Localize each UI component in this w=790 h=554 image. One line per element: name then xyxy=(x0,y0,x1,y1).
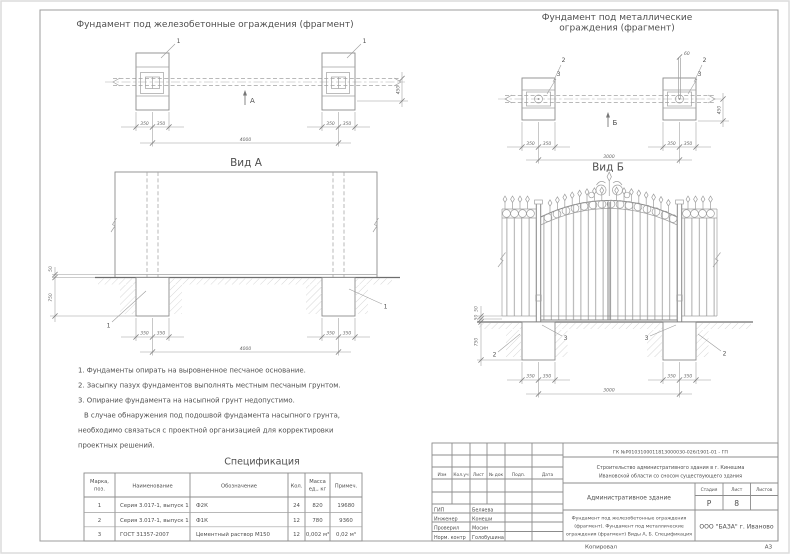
spec-header-mass-1: Масса xyxy=(309,479,326,485)
spec-header-qty: Кол. xyxy=(290,483,303,490)
plan-metal-title-1: Фундамент под металлические xyxy=(541,13,693,23)
dim-350: 350 xyxy=(667,374,676,380)
section-mark-a: А xyxy=(250,97,255,105)
dim-3000: 3000 xyxy=(603,388,615,394)
spec-cell-mark: 2 xyxy=(97,517,102,524)
dim-350: 350 xyxy=(342,331,352,337)
dim-350: 350 xyxy=(683,142,693,147)
callout-1: 1 xyxy=(383,303,388,311)
callout-3: 3 xyxy=(697,71,702,78)
spec-header-designation: Обозначение xyxy=(221,483,257,490)
callout-1: 1 xyxy=(362,38,367,45)
staff-role: Проверил xyxy=(434,525,460,532)
callout-1: 1 xyxy=(176,38,181,45)
callout-2: 2 xyxy=(702,57,707,64)
dim-4000: 4000 xyxy=(239,347,252,352)
dim-350: 350 xyxy=(542,374,552,380)
dim-3000: 3000 xyxy=(603,155,615,160)
spec-cell-name: Серия 3.017-1, выпуск 1 xyxy=(120,503,189,509)
dim-350: 350 xyxy=(140,331,149,337)
staff-role: ГИП xyxy=(434,507,445,514)
plan-concrete-title: Фундамент под железобетонные ограждения (фрагмент) xyxy=(76,20,354,30)
dim-350: 350 xyxy=(526,142,535,147)
section-mark-b: Б xyxy=(612,119,618,127)
sheet-title-line-2: (фрагмент). Фундамент под металлические xyxy=(574,524,684,530)
spec-cell-qty: 12 xyxy=(293,532,300,538)
spec-cell-qty: 12 xyxy=(293,517,300,524)
dim-450: 450 xyxy=(396,85,402,95)
spec-header-name: Наименование xyxy=(132,483,173,490)
dim-350: 350 xyxy=(683,374,693,380)
staff-name: Беляева xyxy=(472,507,494,514)
callout-2: 2 xyxy=(561,57,566,64)
spec-cell-mark: 1 xyxy=(97,503,102,509)
doc-number: ГК №Р0103100011813000030-026/1901-01 - ГП xyxy=(613,450,728,456)
spec-cell-mark: 3 xyxy=(97,532,102,538)
spec-cell-mass: 780 xyxy=(312,517,323,524)
dim-350: 350 xyxy=(156,331,166,337)
spec-cell-designation: Цементный раствор М150 xyxy=(196,532,270,538)
spec-header-mark-2: поз. xyxy=(94,486,105,493)
dim-350: 350 xyxy=(542,142,552,147)
dim-350: 350 xyxy=(342,122,352,127)
note-line-1: 1. Фундаменты опирать на выровненное песчаное основание. xyxy=(78,366,306,375)
dim-750: 750 xyxy=(474,337,480,347)
dim-350: 350 xyxy=(667,142,676,147)
dim-60: 60 xyxy=(684,52,690,57)
staff-role: Инженер xyxy=(434,516,458,523)
dim-350: 350 xyxy=(326,331,335,337)
staff-name: Голобушина xyxy=(472,534,504,541)
rev-header-podp: Подп. xyxy=(511,473,526,478)
organization-name: ООО "БАЗА" г. Иваново xyxy=(699,523,774,531)
spec-header-note: Примеч. xyxy=(334,483,358,490)
object-name: Административное здание xyxy=(587,495,671,502)
stage-value: Р xyxy=(706,499,712,508)
staff-name: Конеши xyxy=(472,516,493,523)
sheets-header: Листов xyxy=(755,488,773,493)
spec-cell-qty: 24 xyxy=(293,503,300,509)
specification-title: Спецификация xyxy=(224,456,300,468)
callout-3: 3 xyxy=(556,71,561,78)
spec-cell-name: Серия 3.017-1, выпуск 1 xyxy=(120,517,189,524)
spec-cell-mass: 0,002 м³ xyxy=(305,532,330,538)
dim-450: 450 xyxy=(717,105,723,115)
dim-50: 50 xyxy=(49,266,54,272)
spec-cell-note: 0,02 м³ xyxy=(336,532,356,538)
sheet-number-value: 8 xyxy=(734,499,740,508)
spec-cell-name: ГОСТ 31357-2007 xyxy=(120,532,170,538)
stage-header: Стадия xyxy=(700,488,718,493)
spec-row-3 xyxy=(98,531,356,538)
dim-4000: 4000 xyxy=(239,138,252,143)
format-label: А3 xyxy=(764,544,773,551)
dim-350: 350 xyxy=(526,374,535,380)
view-b-title: Вид Б xyxy=(592,161,624,174)
callout-2: 2 xyxy=(722,350,727,358)
note-line-4: В случае обнаружения под подошвой фундамента насыпного грунта, xyxy=(84,411,340,420)
dim-350: 350 xyxy=(156,122,166,127)
sheet-title-line-3: ограждения (фрагмент) Виды А, Б. Спецификация xyxy=(566,532,692,538)
rev-header-izm: Изм xyxy=(437,473,447,478)
rev-header-list: Лист xyxy=(472,473,485,478)
sheet-header: Лист xyxy=(731,488,743,493)
copied-label: Копировал xyxy=(585,544,617,551)
dim-50: 50 xyxy=(474,314,480,321)
spec-cell-note: 19680 xyxy=(337,503,355,509)
dim-350: 350 xyxy=(140,122,149,127)
note-line-6: проектных решений. xyxy=(78,441,155,450)
spec-cell-mass: 820 xyxy=(312,503,323,509)
spec-cell-note: 9360 xyxy=(339,517,353,524)
rev-header-ndok: № док xyxy=(488,473,504,478)
spec-header-mass-2: ед., кг xyxy=(308,486,327,493)
dim-750: 750 xyxy=(49,293,54,302)
plan-metal-title-2: ограждения (фрагмент) xyxy=(559,23,675,34)
callout-3: 3 xyxy=(563,335,568,342)
rev-header-data: Дата xyxy=(541,473,554,478)
callout-2: 2 xyxy=(492,351,497,359)
project-name-line-1: Строительство административного здания в г. Кинешма xyxy=(596,465,745,471)
view-a-title: Вид А xyxy=(230,157,262,169)
note-line-3: 3. Опирание фундамента на насыпной грунт недопустимо. xyxy=(78,396,295,405)
rev-header-koluch: Кол.уч xyxy=(453,473,469,478)
sheet-title-line-1: Фундамент под железобетонные ограждения xyxy=(571,516,687,522)
note-line-5: необходимо связаться с проектной организацией для корректировки xyxy=(78,426,334,435)
staff-role: Норм. контр xyxy=(434,534,466,541)
spec-cell-designation: Ф2К xyxy=(196,503,208,509)
spec-cell-designation: Ф1К xyxy=(196,517,208,524)
dim-50: 50 xyxy=(474,306,480,312)
staff-name: Мосин xyxy=(472,525,489,532)
note-line-2: 2. Засыпку пазух фундаментов выполнять местным песчаным грунтом. xyxy=(78,381,341,390)
callout-1: 1 xyxy=(106,322,111,330)
dim-350: 350 xyxy=(326,122,335,127)
callout-3: 3 xyxy=(644,335,649,342)
spec-header-mark-1: Марка, xyxy=(90,479,109,485)
project-name-line-2: Ивановской области со сносом существующего здания xyxy=(598,473,743,480)
